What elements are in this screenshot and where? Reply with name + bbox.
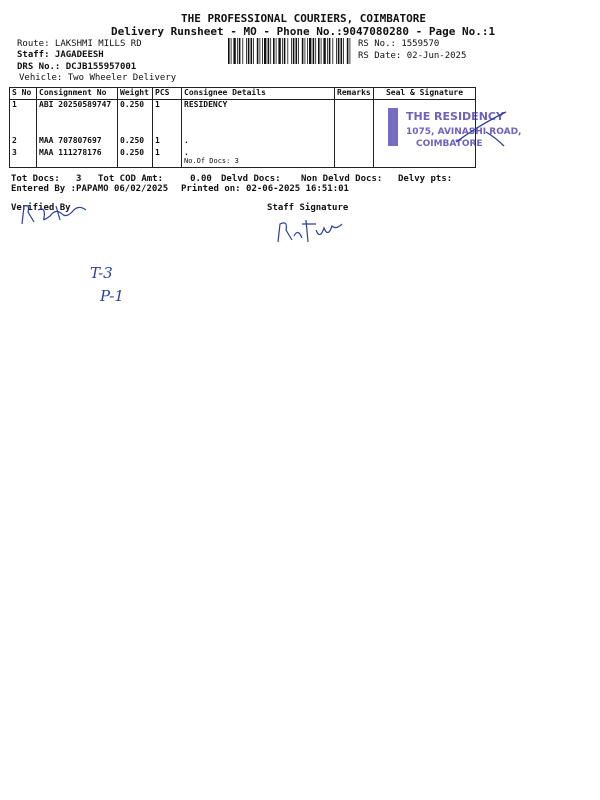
rs-number: RS No.: 1559570 — [358, 39, 440, 49]
cell-remarks — [335, 100, 374, 136]
col-weight: Weight — [118, 88, 153, 100]
non-delvd-docs: Non Delvd Docs: — [301, 174, 383, 184]
stamp-line1: THE RESIDENCY — [406, 110, 504, 123]
cell-sno: 1 — [10, 100, 37, 136]
cell-details: . — [182, 136, 335, 148]
route-text: Route: LAKSHMI MILLS RD — [17, 39, 142, 49]
details-text: . — [184, 147, 189, 157]
no-of-docs: No.Of Docs: 3 — [184, 156, 239, 165]
stamp-line2: 1075, AVINASHI ROAD, — [406, 127, 522, 137]
company-title: THE PROFESSIONAL COURIERS, COIMBATORE — [181, 12, 427, 25]
staff-signature-label: Staff Signature — [267, 203, 349, 213]
handwritten-note-t3: T-3 — [90, 264, 113, 282]
cell-pcs: 1 — [153, 136, 182, 148]
rs-date: RS Date: 02-Jun-2025 — [358, 51, 467, 61]
col-consignment: Consignment No — [37, 88, 118, 100]
cell-pcs: 1 — [153, 148, 182, 168]
tot-docs: Tot Docs: 3 — [11, 174, 82, 184]
cell-sno: 2 — [10, 136, 37, 148]
vehicle-text: Vehicle: Two Wheeler Delivery — [19, 73, 177, 83]
cell-weight: 0.250 — [118, 100, 153, 136]
cell-remarks — [335, 136, 374, 148]
residency-stamp — [386, 104, 536, 154]
stamp-line3: COIMBATORE — [416, 139, 483, 149]
cell-details: RESIDENCY — [182, 100, 335, 136]
delvd-docs: Delvd Docs: — [221, 174, 281, 184]
cell-weight: 0.250 — [118, 148, 153, 168]
cell-remarks — [335, 148, 374, 168]
staff-signature — [272, 216, 352, 246]
col-seal-signature: Seal & Signature — [374, 88, 476, 100]
col-consignee: Consignee Details — [182, 88, 335, 100]
stamp-edge — [388, 108, 398, 146]
col-pcs: PCS — [153, 88, 182, 100]
drs-number: DRS No.: DCJB155957001 — [17, 62, 137, 72]
entered-by: Entered By :PAPAMO 06/02/2025 — [11, 184, 169, 194]
cell-consignment: MAA 111278176 — [37, 148, 118, 168]
verified-signature — [16, 200, 96, 230]
cell-consignment: ABI 20250589747 — [37, 100, 118, 136]
cell-sno: 3 — [10, 148, 37, 168]
handwritten-note-p1: P-1 — [100, 287, 124, 305]
col-remarks: Remarks — [335, 88, 374, 100]
verified-by-label: Verified By — [11, 203, 71, 213]
cell-pcs: 1 — [153, 100, 182, 136]
cell-details — [182, 148, 335, 168]
staff-text: Staff: JAGADEESH — [17, 50, 104, 60]
tot-cod: Tot COD Amt: 0.00 — [98, 174, 212, 184]
printed-on: Printed on: 02-06-2025 16:51:01 — [181, 184, 349, 194]
cell-consignment: MAA 707807697 — [37, 136, 118, 148]
runsheet-subtitle: Delivery Runsheet - MO - Phone No.:9047080280 - Page No.:1 — [111, 25, 496, 38]
delvy-pts: Delvy pts: — [398, 174, 453, 184]
table-header-row — [10, 88, 476, 100]
barcode-image — [228, 38, 352, 64]
col-sno: S No — [10, 88, 37, 100]
cell-weight: 0.250 — [118, 136, 153, 148]
